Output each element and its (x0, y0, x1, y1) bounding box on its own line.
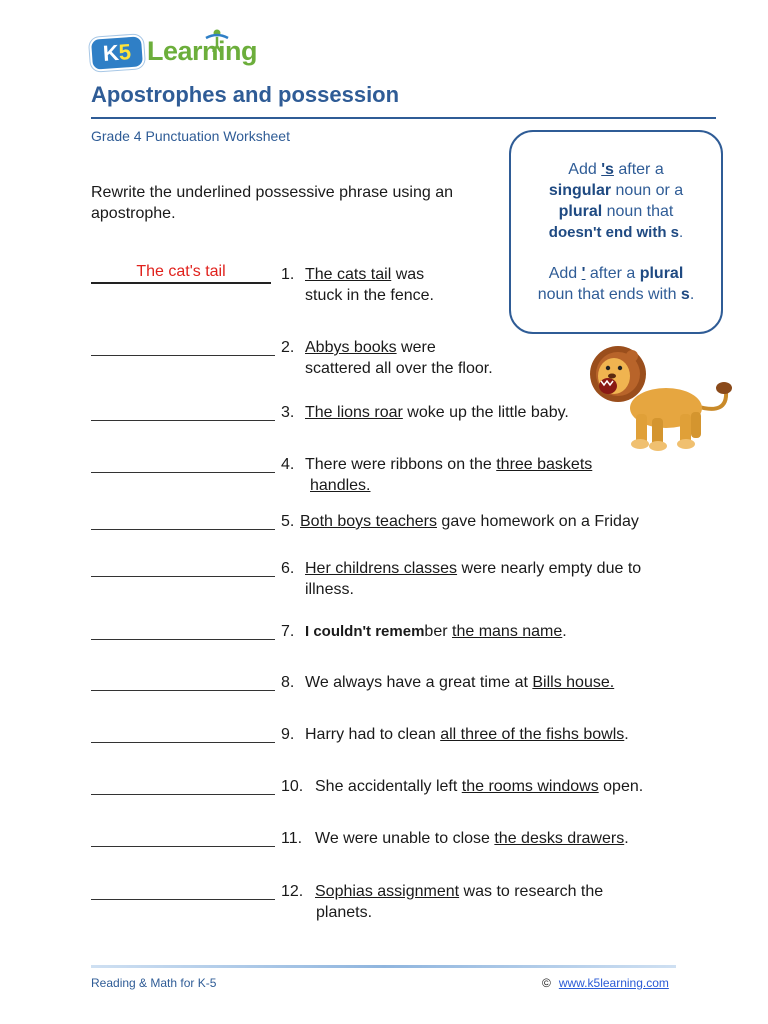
question-text: There were ribbons on the three baskets (305, 456, 593, 473)
worksheet-subtitle: Grade 4 Punctuation Worksheet (91, 128, 290, 144)
question-text: She accidentally left the rooms windows open. (315, 778, 644, 795)
question-text: Her childrens classes were nearly empty due to (305, 560, 642, 577)
k5-badge: K5 (91, 36, 143, 69)
question-number: 4. (281, 456, 295, 473)
tip-line-6: noun that ends with s. (537, 286, 695, 303)
question-text: Harry had to clean all three of the fishs bowls. (305, 726, 629, 743)
question-text-line2: scattered all over the floor. (305, 360, 493, 377)
website-link[interactable]: www.k5learning.com (558, 976, 669, 990)
question-text: We were unable to close the desks drawers. (315, 830, 629, 847)
lion-illustration (578, 336, 738, 456)
logo-text: Learning (147, 36, 258, 66)
question-text: The cats tail was (305, 266, 425, 283)
question-number: 2. (281, 339, 295, 356)
question-number: 9. (281, 726, 295, 743)
footer-tagline: Reading & Math for K-5 (91, 976, 217, 990)
question-number: 1. (281, 266, 295, 283)
question-number: 3. (281, 404, 295, 421)
logo-figure-icon (202, 28, 232, 52)
rule-tip-box (509, 130, 723, 334)
answer-blank-6[interactable] (91, 558, 275, 577)
question-text: Abbys books were (305, 339, 436, 356)
question-number: 10. (281, 778, 304, 795)
answer-blank-10[interactable] (91, 776, 275, 795)
tip-line-1: Add 's after a (568, 161, 664, 178)
question-number: 6. (281, 560, 295, 577)
copyright-symbol: © (542, 976, 551, 990)
question-text-line2: planets. (316, 904, 373, 921)
tip-line-3: plural noun that (558, 203, 674, 220)
answer-blank-8[interactable] (91, 672, 275, 691)
question-text: We always have a great time at Bills house. (305, 674, 615, 691)
tip-line-2: singular noun or a (548, 182, 684, 199)
instructions: Rewrite the underlined possessive phrase using an apostrophe. (91, 184, 453, 222)
question-number: 5. (281, 513, 295, 530)
answer-blank-4[interactable] (91, 454, 275, 473)
answer-blank-3[interactable] (91, 402, 275, 421)
answer-blank-11[interactable] (91, 828, 275, 847)
question-number: 11. (281, 830, 303, 847)
question-text-line2: illness. (305, 581, 354, 598)
question-text-line2: handles. (310, 477, 371, 494)
answer-1[interactable]: The cat's tail (91, 263, 271, 284)
question-text-line2: stuck in the fence. (305, 287, 434, 304)
footer-divider (91, 965, 676, 968)
answer-blank-2[interactable] (91, 337, 275, 356)
k5-learning-logo (92, 28, 262, 74)
question-text: Sophias assignment was to research the (315, 883, 604, 900)
question-number: 8. (281, 674, 295, 691)
answer-blank-12[interactable] (91, 881, 275, 900)
title-divider (91, 117, 716, 119)
page-title: Apostrophes and possession (91, 82, 400, 107)
tip-line-4: doesn't end with s. (548, 224, 684, 241)
answer-blank-7[interactable] (91, 621, 275, 640)
question-text: The lions roar woke up the little baby. (305, 404, 569, 421)
question-text: I couldn't remember the mans name. (305, 623, 567, 640)
answer-blank-5[interactable] (91, 511, 275, 530)
question-text: Both boys teachers gave homework on a Friday (300, 513, 639, 530)
question-number: 12. (281, 883, 304, 900)
question-number: 7. (281, 623, 295, 640)
tip-line-5: Add ' after a plural (548, 265, 684, 282)
footer-copyright (542, 976, 669, 990)
answer-blank-9[interactable] (91, 724, 275, 743)
